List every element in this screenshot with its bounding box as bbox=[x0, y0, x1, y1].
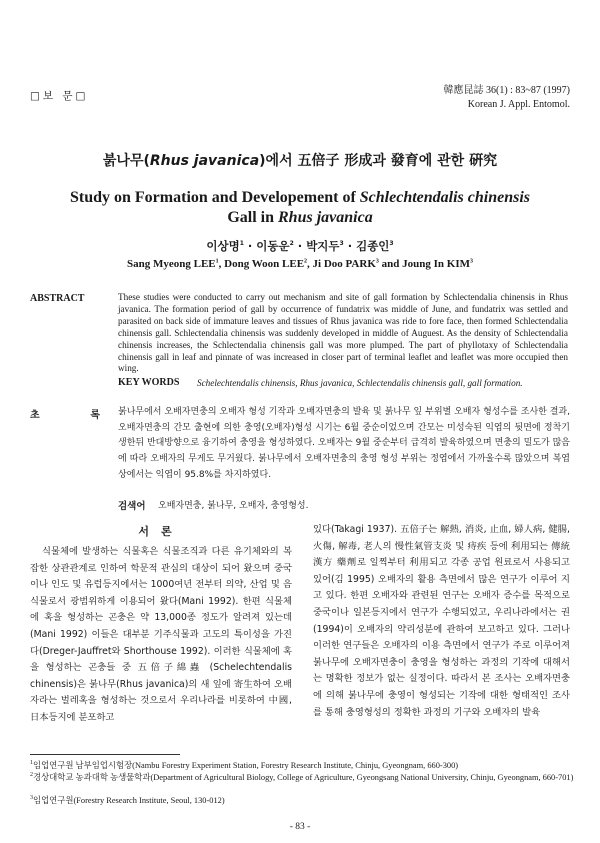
footnote-3: $^3$임업연구원(Forestry Research Institute, Seoul, 130-012) bbox=[30, 795, 225, 805]
journal-korean: 韓應昆誌 36(1) : 83~87 (1997) bbox=[443, 85, 570, 96]
keywords-label: KEY WORDS bbox=[118, 377, 180, 388]
footnote-2: $^2$경상대학교 농과대학 농생물학과(Department of Agricultural Biology, College of Agriculture, Gyeongsang National University, Chinju, Gyeongnam, 660-701) bbox=[30, 772, 574, 782]
english-title: Study on Formation and Developement of Schlechtendalis chinensis Gall in Rhus javanica bbox=[69, 189, 531, 226]
footnote-1: $^1$임업연구원 남부임업시험장(Nambu Forestry Experiment Station, Forestry Research Institute, Chinju, Gyeongnam, 660-300) bbox=[30, 760, 459, 770]
korean-keywords-label: 검색어 bbox=[118, 501, 146, 512]
korean-abstract-label: 초 록 bbox=[30, 410, 100, 421]
footnote-divider bbox=[30, 754, 180, 755]
english-authors: Sang Myeong LEE$^1$, Dong Woon LEE$^2$, Ji Doo PARK$^3$ and Joung In KIM$^3$ bbox=[127, 258, 473, 270]
abstract-label: ABSTRACT bbox=[30, 293, 85, 304]
korean-title: 붉나무(Rhus javanica)에서 五倍子 形成과 發育에 관한 硏究 bbox=[102, 153, 498, 169]
journal-citation bbox=[443, 84, 570, 112]
introduction-right-column: 있다(Takagi 1937). 五倍子는 解熱, 消炎, 止血, 婦人病, 健腸, 火傷, 解毒, 老人의 慢性氣管支炎 및 痔疾 등에 利用되는 傳統 漢方 藥劑로 일찍부터 利用되고 각종 공업 원료로서 사용되고 있어(김 1995) 오배자의 활용 측면에서 많은 연구가 이루어 지고 있다. 한편 오배자와 관련된 연구는 오배자 증수를 목적으로 중국이나 일본등지에서 연구가 수행되었고, 우리나라에서는 권(1994)이 오배자의 약리성분에 관하여 보고하고 있다. 그러나 이러한 연구들은 오배자의 이용 측면에서 연구가 주로 이루어져 붉나무에 오배자면충이 충영을 형성하는 과정의 기작에 대해서는 명확한 정보가 없는 실정이다. 따라서 본 조사는 오배자면충에 의해 붉나무에 충영이 형성되는 기작에 대한 형태적인 조사를 통해 충영형성의 정확한 과정의 기구와 오배자의 발육 bbox=[313, 524, 570, 718]
section-label: □보 문□ bbox=[30, 90, 89, 102]
introduction-left-column: 식물체에 발생하는 식물혹은 식물조직과 다른 유기체와의 복잡한 상관관계로 인하여 학문적 관심의 대상이 되어 왔으며 중국이나 인도 및 유럽등지에서는 1000여년 전부터 의약, 산업 및 음식물로서 광범위하게 이용되어 왔다(Mani 1992). 한편 식물체에 혹을 형성하는 곤충은 약 13,000종 정도가 알려져 있는데 (Mani 1992) 이들은 대부분 기주식물과 고도의 특이성을 가진다(Dreger-Jauffret와 Shorthouse 1992). 이러한 식물체에 혹을 형성하는 곤충들 중 五倍子綿蟲 (Schelechtendalis chinensis)은 붉나무(Rhus javanica)의 새 잎에 寄生하여 오배자라는 벌레혹을 형성하는 것으로서 우리나라를 비롯하여 中國, 日本등지에 분포하고 bbox=[30, 546, 292, 723]
title-species: Rhus javanica bbox=[149, 153, 260, 169]
korean-abstract-text: 붉나무에서 오배자면충의 오배자 형성 기작과 오배자면충의 발육 및 붉나무 잎 부위별 오배자 형성수를 조사한 결과, 오배자면충의 간모 출현에 의한 충영(오배자)형성 시기는 6월 중순이었으며 간모는 미성숙된 익엽의 뒷면에 정착기생한뒤 반대방향으로 융기하여 충영을 형성하였다. 오배자는 9월 중순부터 급격히 발육하였으며 면충의 밀도가 많음에 따라 오배자의 무게도 무거웠다. 붉나무에서 오배자면충의 충영 형성 부위는 정엽에서 가까울수록 많았으며 복엽상에서는 익엽이 95.8%를 차지하였다. bbox=[118, 407, 570, 480]
journal-english: Korean J. Appl. Entomol. bbox=[467, 99, 570, 110]
page-number: - 83 - bbox=[289, 822, 311, 832]
abstract-text: These studies were conducted to carry out mechanism and site of gall formation by Schlectendalia chinensis in Rhus javanica. The formation period of gall by occurrence of fundatrix was middle of June, and fundatrix was settled and parasited on back side of immature leaves and tissues of Rhus javanica was ride to fore face, then formed Schlectendalia chinensis gall. Schlectendalia chinensis was suddenly developed in middle of Auguest. As the density of Schlectendalia chinensis increases, the Schlectendalia chinensis gall was more plumped. The part of phyllotaxy of Schlectendalia chinensis gall in leaf and pinnate of was increased in closer part of terminal leaflet and leaflet was more occupied then wing. bbox=[118, 292, 568, 374]
korean-keywords-text: 오배자면충, 붉나무, 오배자, 충영형성. bbox=[158, 501, 309, 511]
korean-authors: 이상명$^1$ · 이동운$^2$ · 박지두$^3$ · 김종인$^3$ bbox=[206, 239, 394, 253]
keywords-text: Schelechtendalis chinensis, Rhus javanica, Schlectendalis chinensis gall, gall formation. bbox=[197, 378, 523, 388]
introduction-heading: 서론 bbox=[138, 525, 184, 538]
